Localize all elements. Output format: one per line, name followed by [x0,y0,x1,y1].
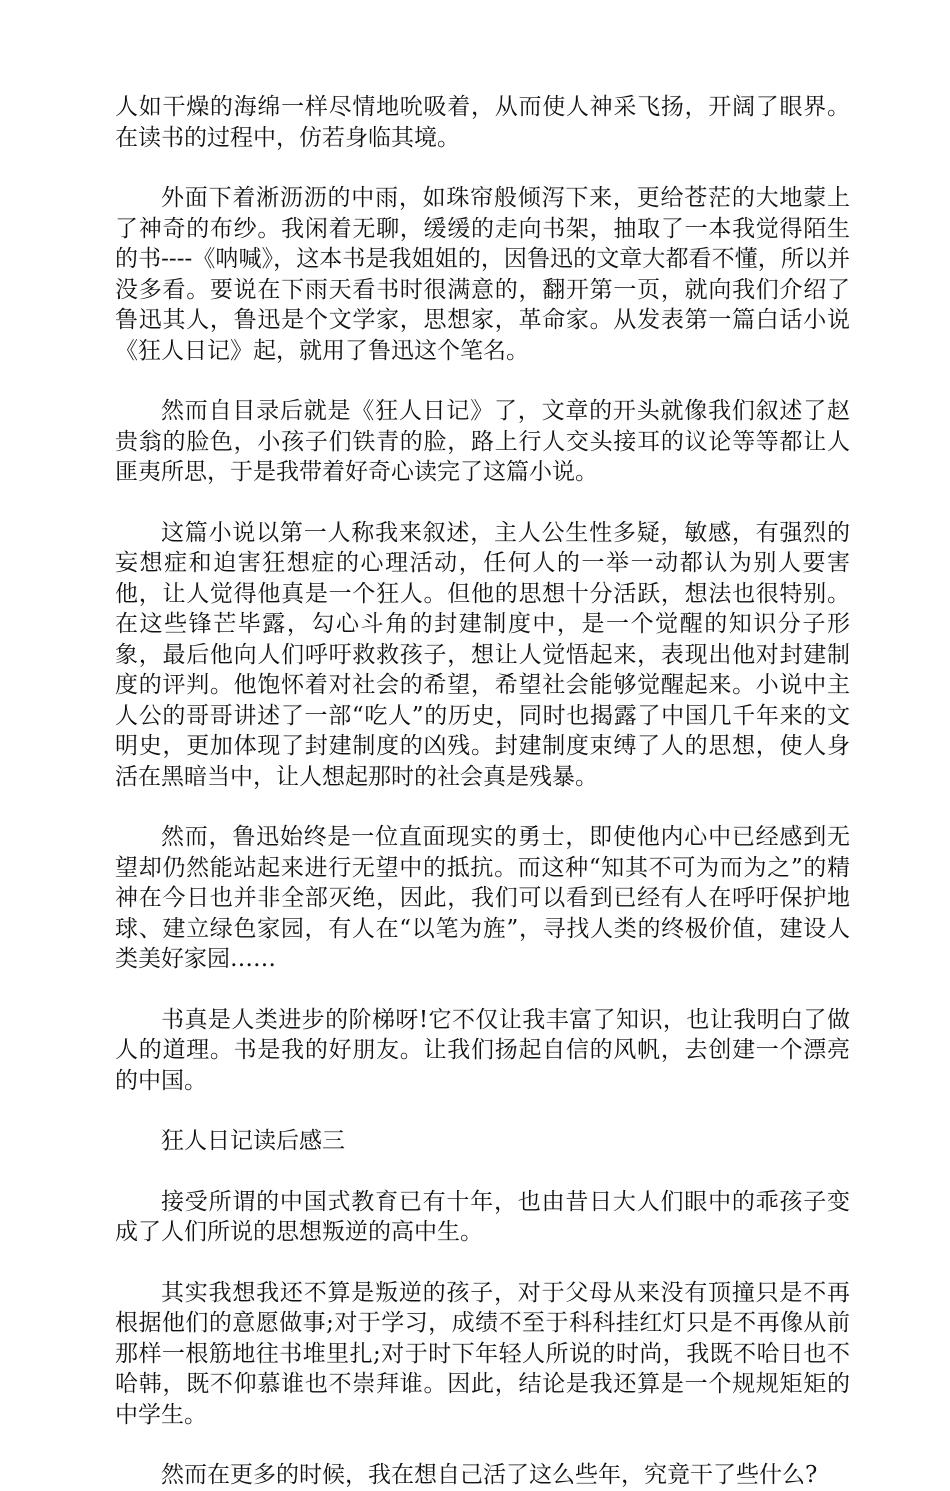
paragraph: 外面下着淅沥沥的中雨，如珠帘般倾泻下来，更给苍茫的大地蒙上了神奇的布纱。我闲着无聊，缓缓的走向书架，抽取了一本我觉得陌生的书----《呐喊》，这本书是我姐姐的，因鲁迅的文章大都看不懂，所以并没多看。要说在下雨天看书时很满意的，翻开第一页，就向我们介绍了鲁迅其人，鲁迅是个文学家，思想家，革命家。从发表第一篇白话小说《狂人日记》起，就用了鲁迅这个笔名。 [115,185,850,364]
section-heading: 狂人日记读后感三 [161,1128,345,1154]
paragraph: 然而，鲁迅始终是一位直面现实的勇士，即使他内心中已经感到无望却仍然能站起来进行无望中的抵抗。而这种“知其不可为而为之”的精神在今日也并非全部灭绝，因此，我们可以看到已经有人在呼吁保护地球、建立绿色家园，有人在“以笔为旌”，寻找人类的终极价值，建设人类美好家园…… [115,824,850,972]
paragraph: 书真是人类进步的阶梯呀!它不仅让我丰富了知识，也让我明白了做人的道理。书是我的好朋友。让我们扬起自信的风帆，去创建一个漂亮的中国。 [115,1006,850,1094]
paragraph: 然而自目录后就是《狂人日记》了，文章的开头就像我们叙述了赵贵翁的脸色，小孩子们铁青的脸，路上行人交头接耳的议论等等都让人匪夷所思，于是我带着好奇心读完了这篇小说。 [115,398,850,485]
document-page [115,92,850,1491]
paragraph: 这篇小说以第一人称我来叙述，主人公生性多疑，敏感，有强烈的妄想症和迫害狂想症的心理活动，任何人的一举一动都认为别人要害他，让人觉得他真是一个狂人。但他的思想十分活跃，想法也很特别。在这些锋芒毕露，勾心斗角的封建制度中，是一个觉醒的知识分子形象，最后他向人们呼吁救救孩子，想让人觉悟起来，表现出他对封建制度的评判。他饱怀着对社会的希望，希望社会能够觉醒起来。小说中主人公的哥哥讲述了一部“吃人”的历史，同时也揭露了中国几千年来的文明史，更加体现了封建制度的凶残。封建制度束缚了人的思想，使人身活在黑暗当中，让人想起那时的社会真是残暴。 [115,519,850,790]
paragraph: 接受所谓的中国式教育已有十年，也由昔日大人们眼中的乖孩子变成了人们所说的思想叛逆的高中生。 [115,1188,850,1245]
paragraph: 然而在更多的时候，我在想自己活了这么些年，究竟干了些什么? [161,1462,818,1488]
paragraph: 其实我想我还不算是叛逆的孩子，对于父母从来没有顶撞只是不再根据他们的意愿做事;对于学习，成绩不至于科科挂红灯只是不再像从前那样一根筋地往书堆里扎;对于时下年轻人所说的时尚，我既不哈日也不哈韩，既不仰慕谁也不崇拜谁。因此，结论是我还算是一个规规矩矩的中学生。 [115,1279,850,1428]
paragraph: 人如干燥的海绵一样尽情地吮吸着，从而使人神采飞扬，开阔了眼界。在读书的过程中，仿若身临其境。 [115,94,850,151]
